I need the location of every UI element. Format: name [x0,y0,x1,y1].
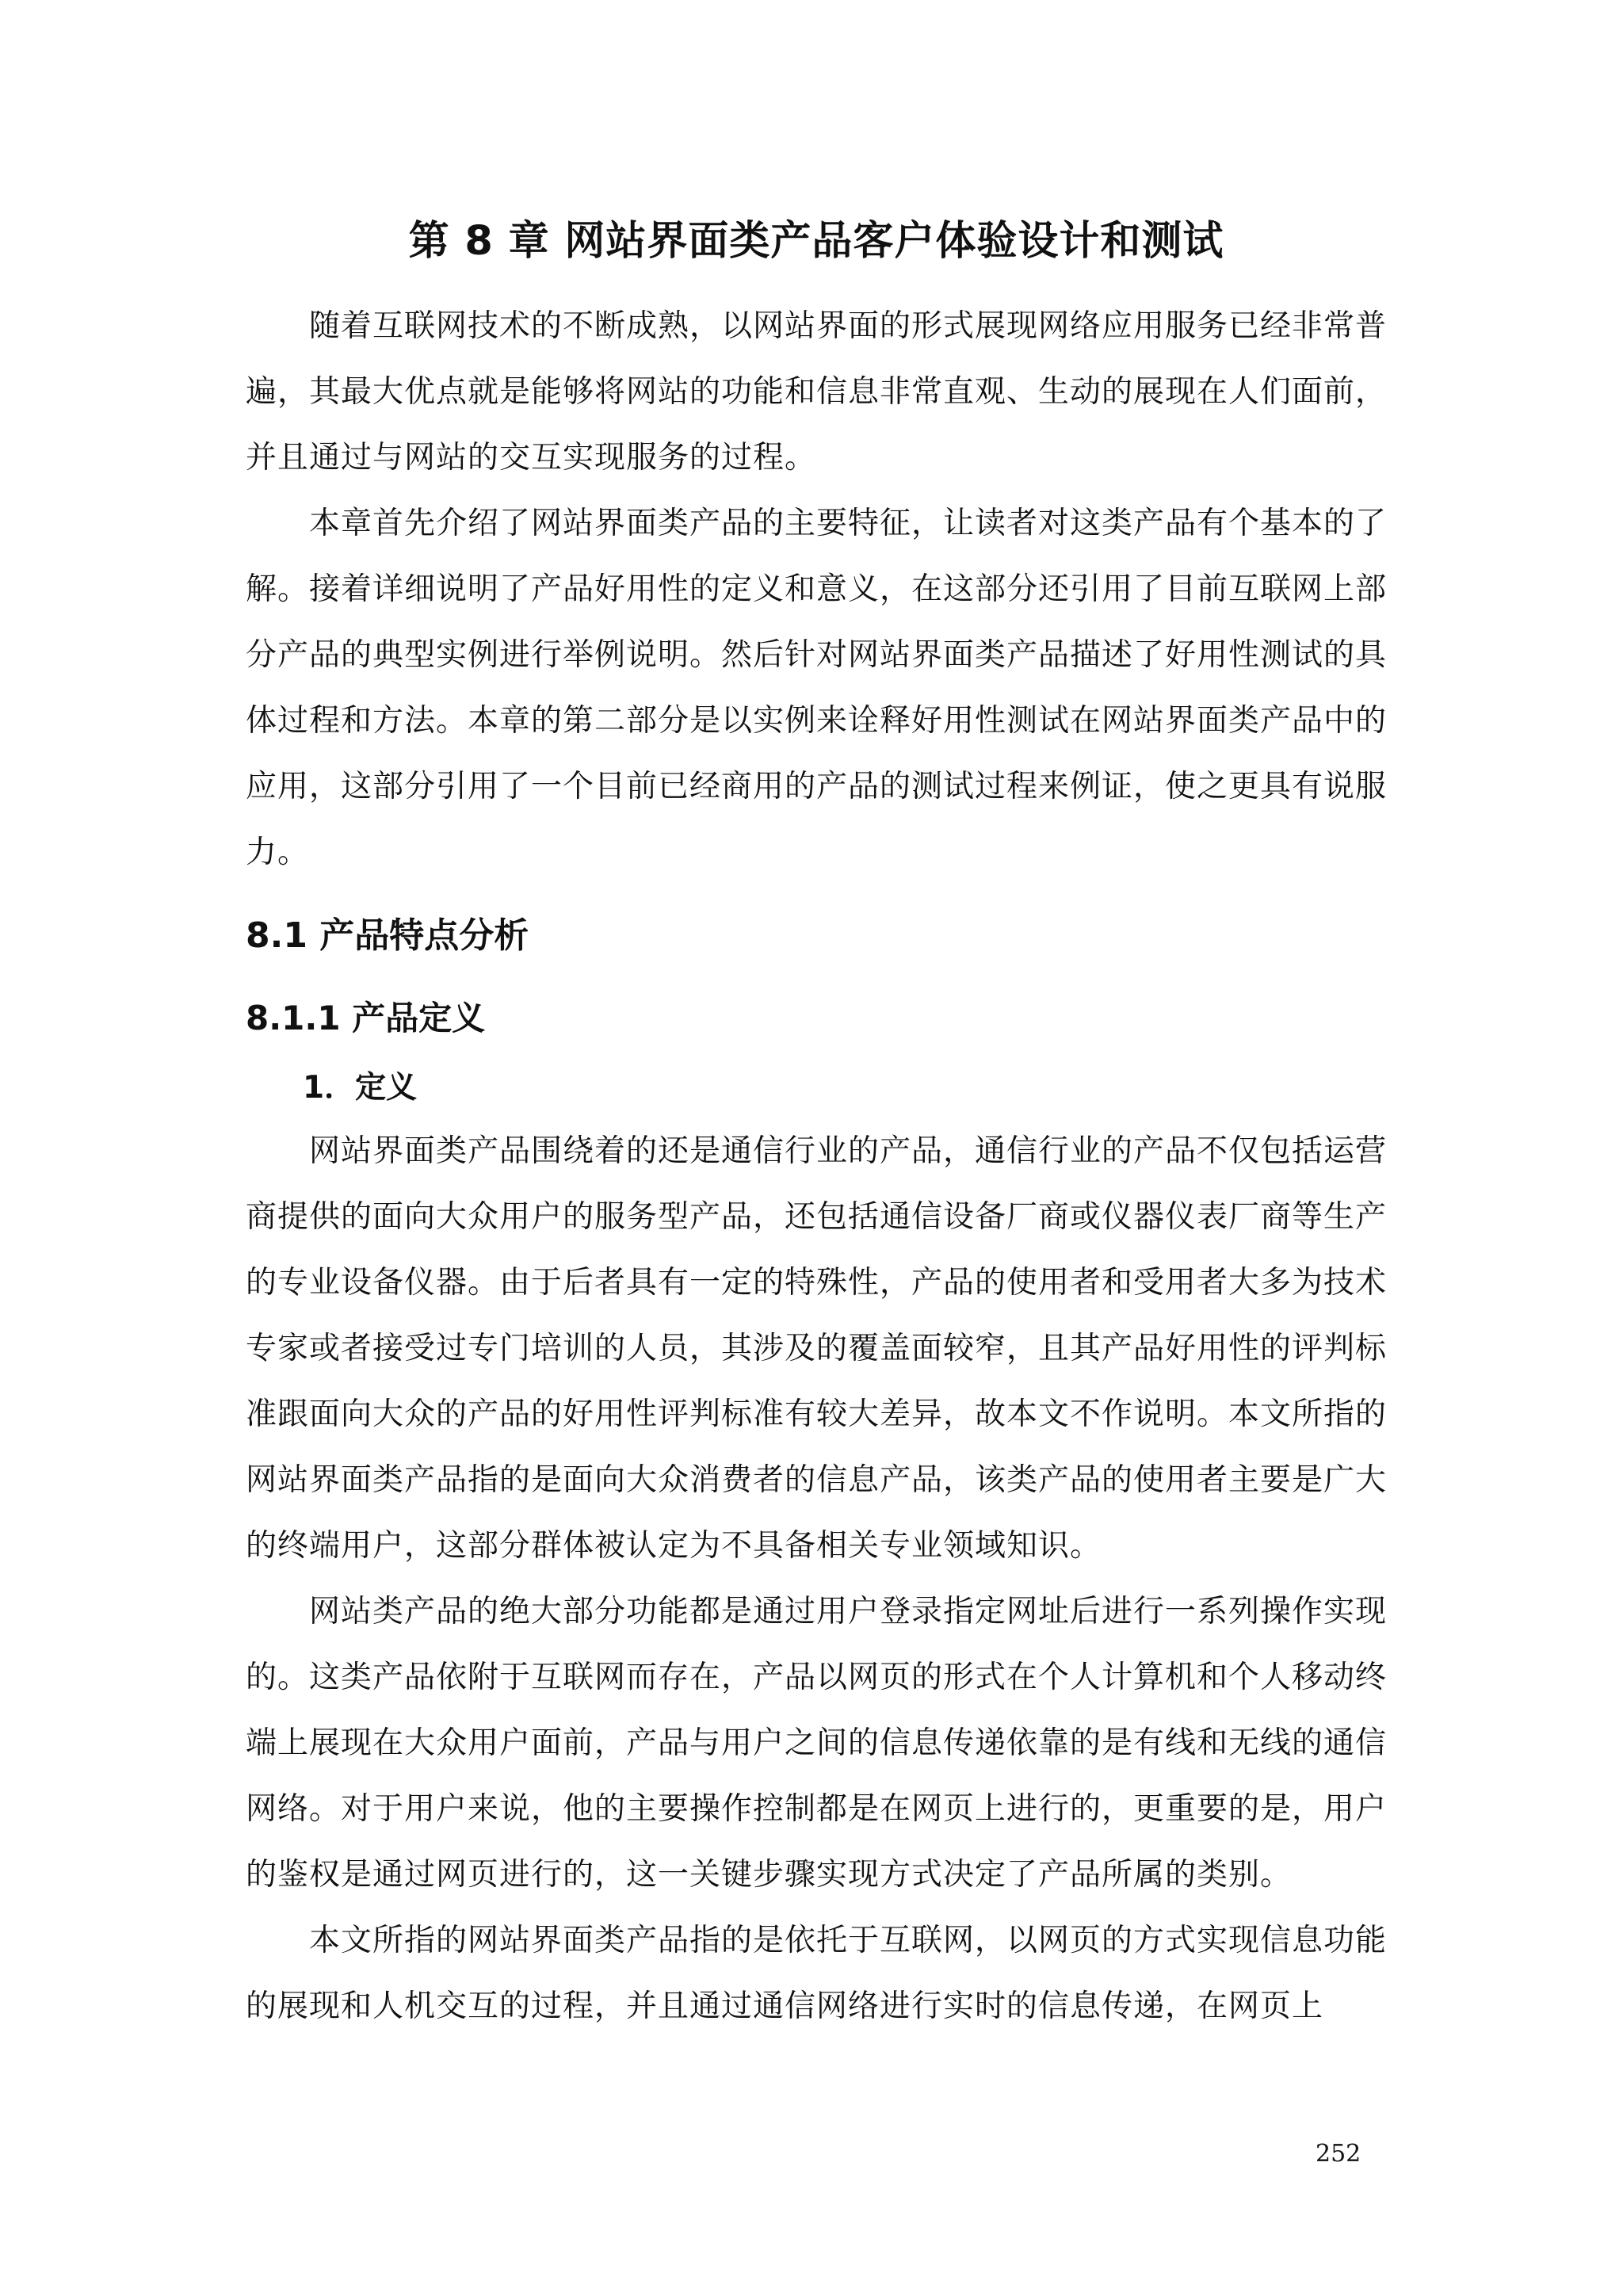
subsection-heading: 8.1.1 产品定义 [246,999,486,1037]
body-paragraph-3: 本文所指的网站界面类产品指的是依托于互联网，以网页的方式实现信息功能的展现和人机交互的过程，并且通过通信网络进行实时的信息传递，在网页上 [246,1923,1388,2024]
section-heading: 8.1 产品特点分析 [246,915,529,956]
intro-paragraph-2: 本章首先介绍了网站界面类产品的主要特征，让读者对这类产品有个基本的了解。接着详细说明了产品好用性的定义和意义，在这部分还引用了目前互联网上部分产品的典型实例进行举例说明。然后针对网站界面类产品描述了好用性测试的具体过程和方法。本章的第二部分是以实例来诠释好用性测试在网站界面类产品中的应用，这部分引用了一个目前已经商用的产品的测试过程来例证，使之更具有说服力。 [246,506,1388,870]
body-paragraph-2: 网站类产品的绝大部分功能都是通过用户登录指定网址后进行一系列操作实现的。这类产品依附于互联网而存在，产品以网页的形式在个人计算机和个人移动终端上展现在大众用户面前，产品与用户之间的信息传递依靠的是有线和无线的通信网络。对于用户来说，他的主要操作控制都是在网页上进行的，更重要的是，用户的鉴权是通过网页进行的，这一关键步骤实现方式决定了产品所属的类别。 [246,1594,1388,1893]
chapter-title: 第 8 章 网站界面类产品客户体验设计和测试 [408,218,1224,265]
document-page [246,198,1387,2039]
intro-paragraph-1: 随着互联网技术的不断成熟，以网站界面的形式展现网络应用服务已经非常普遍，其最大优点就是能够将网站的功能和信息非常直观、生动的展现在人们面前，并且通过与网站的交互实现服务的过程。 [246,308,1388,476]
item-heading: 1．定义 [303,1070,418,1106]
page-number: 252 [1316,2140,1361,2168]
body-paragraph-1: 网站界面类产品围绕着的还是通信行业的产品，通信行业的产品不仅包括运营商提供的面向大众用户的服务型产品，还包括通信设备厂商或仪器仪表厂商等生产的专业设备仪器。由于后者具有一定的特殊性，产品的使用者和受用者大多为技术专家或者接受过专门培训的人员，其涉及的覆盖面较窄，且其产品好用性的评判标准跟面向大众的产品的好用性评判标准有较大差异，故本文不作说明。本文所指的网站界面类产品指的是面向大众消费者的信息产品，该类产品的使用者主要是广大的终端用户，这部分群体被认定为不具备相关专业领域知识。 [246,1133,1388,1564]
